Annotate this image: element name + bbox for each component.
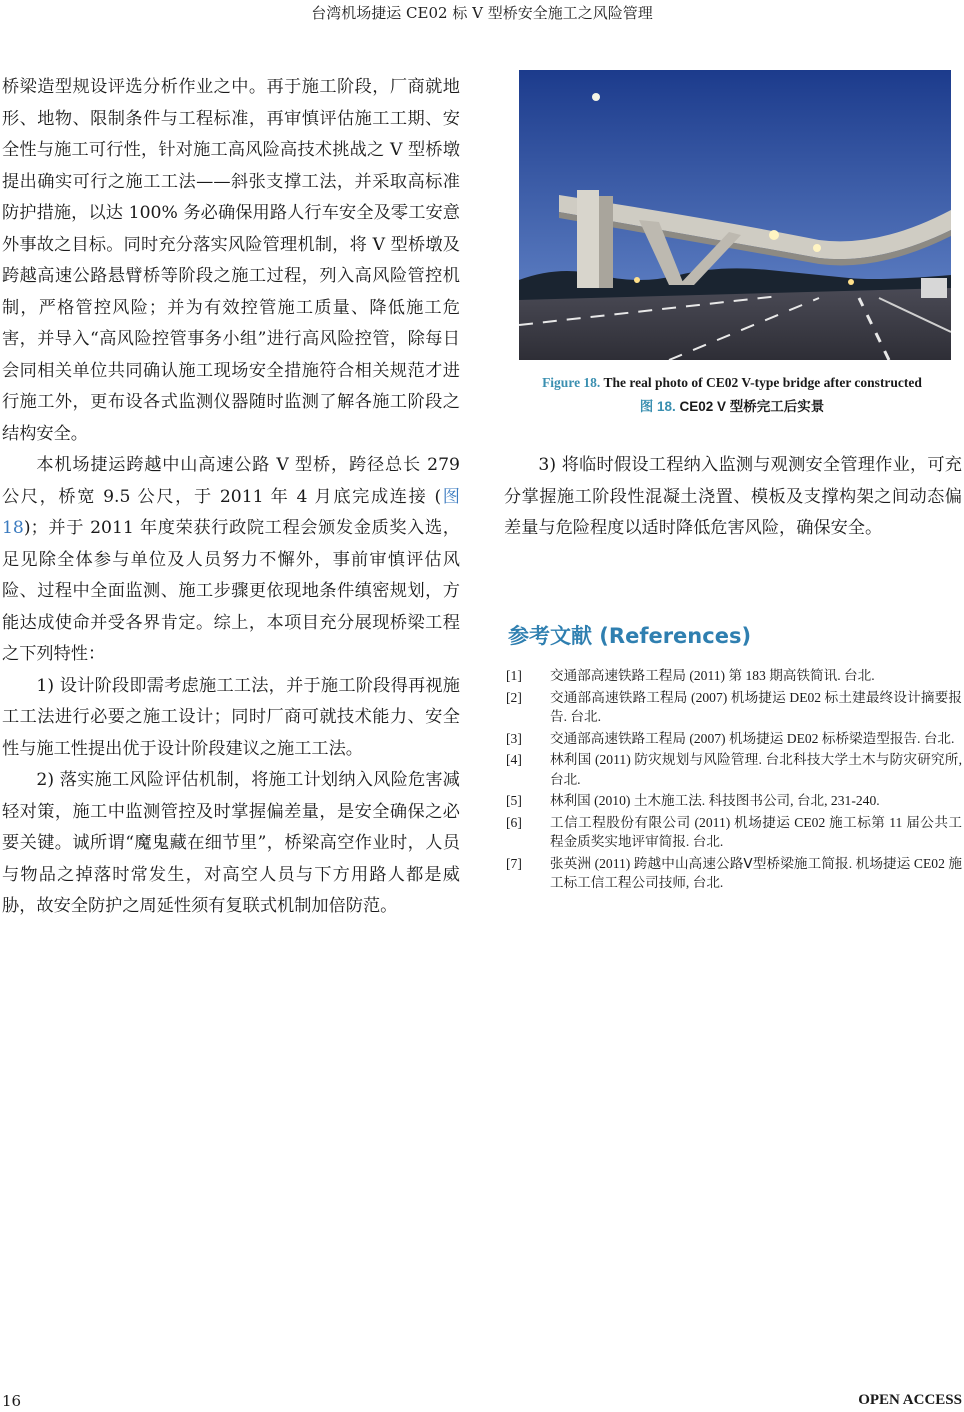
reference-text: 林利国 (2011) 防灾规划与风险管理. 台北科技大学土木与防灾研究所, 台北. — [550, 752, 962, 787]
reference-text: 林利国 (2010) 土木施工法. 科技图书公司, 台北, 231-240. — [550, 793, 880, 808]
left-column — [2, 72, 460, 923]
figure-caption-zh-text: CE02 V 型桥完工后实景 — [679, 399, 825, 414]
running-header: 台湾机场捷运 CE02 标 V 型桥安全施工之风险管理 — [311, 4, 653, 22]
figure-18-link[interactable]: 图 18 — [2, 486, 460, 538]
reference-number: [3] — [506, 730, 522, 746]
paragraph-1: 桥梁造型规设评选分析作业之中。再于施工阶段，厂商就地形、地物、限制条件与工程标准，再审慎评估施工工期、安全性与施工可行性，针对施工高风险高技术挑战之 V 型桥墩提出确实可行之施工工法——斜张支撑工法，并采取高标准防护措施，以达 100% 务必确保用路人行车安全及零工安意外事故之目标。同时充分落实风险管理机制，将 V 型桥墩及跨越高速公路悬臂桥等阶段之施工过程，列入高风险管控机制，严格管控风险；并为有效控管施工质量、降低施工危害，并导入“高风险控管事务小组”进行高风险控管，除每日会同相关单位共同确认施工现场安全措施符合相关规范才进行施工外，更布设各式监测仪器随时监测了解各施工阶段之结构安全。 — [2, 77, 460, 444]
reference-number: [6] — [506, 814, 522, 830]
paragraph-2 — [2, 450, 460, 671]
paragraph-2-text-b: )；并于 2011 年度荣获行政院工程会颁发金质奖入选，足见除全体参与单位及人员努力不懈外，事前审慎评估风险、过程中全面监测、施工步骤更依现地条件缜密规划，方能达成使命并受各界肯定。综上，本项目充分展现桥梁工程之下列特性： — [2, 518, 460, 664]
reference-number: [4] — [506, 752, 522, 767]
reference-item — [506, 854, 962, 893]
paragraph-2-text-a: 本机场捷运跨越中山高速公路 V 型桥，跨径总长 279 公尺，桥宽 9.5 公尺，于 2011 年 4 月底完成连接 ( — [2, 455, 460, 507]
reference-number: [1] — [506, 668, 522, 683]
figure-18-photo — [519, 70, 951, 360]
reference-text: 交通部高速铁路工程局 (2011) 第 183 期高铁简讯. 台北. — [550, 668, 875, 683]
reference-text: 交通部高速铁路工程局 (2007) 机场捷运 DE02 标土建最终设计摘要报告. 台北. — [550, 689, 962, 724]
reference-number: [5] — [506, 793, 522, 808]
reference-item — [506, 688, 962, 727]
reference-list — [506, 666, 962, 895]
figure-caption-en-text: The real photo of CE02 V-type bridge after constructed — [603, 375, 922, 390]
paragraph-5: 3) 将临时假设工程纳入监测与观测安全管理作业，可充分掌握施工阶段性混凝土浇置、模板及支撑构架之间动态偏差量与危险程度以适时降低危害风险，确保安全。 — [504, 455, 962, 538]
open-access-label: OPEN ACCESS — [858, 1392, 962, 1408]
figure-caption-zh-label: 图 18. — [639, 399, 676, 414]
references-heading: 参考文献 (References) — [508, 624, 752, 648]
figure-caption-en-label: Figure 18. — [542, 375, 601, 390]
reference-item — [506, 750, 962, 789]
reference-number: [7] — [506, 855, 522, 871]
reference-number: [2] — [506, 689, 522, 705]
reference-text: 交通部高速铁路工程局 (2007) 机场捷运 DE02 标桥梁造型报告. 台北. — [550, 730, 955, 746]
paragraph-3: 1) 设计阶段即需考虑施工工法，并于施工阶段得再视施工工法进行必要之施工设计；同时厂商可就技术能力、安全性与施工性提出优于设计阶段建议之施工工法。 — [2, 675, 460, 759]
reference-text: 工信工程股份有限公司 (2011) 机场捷运 CE02 施工标第 11 届公共工程金质奖实地评审简报. 台北. — [550, 814, 962, 849]
reference-text: 张英洲 (2011) 跨越中山高速公路Ⅴ型桥梁施工简报. 机场捷运 CE02 施工标工信工程公司技师, 台北. — [550, 855, 962, 890]
reference-item — [506, 729, 962, 749]
figure-caption-zh — [500, 395, 964, 415]
figure-caption-en — [500, 375, 964, 391]
reference-item — [506, 666, 962, 686]
reference-item — [506, 791, 962, 811]
reference-item — [506, 813, 962, 852]
page-number: 16 — [2, 1392, 22, 1410]
paragraph-4: 2) 落实施工风险评估机制，将施工计划纳入风险危害减轻对策，施工中监测管控及时掌握偏差量，是安全确保之必要关键。诚所谓“魔鬼藏在细节里”，桥梁高空作业时，人员与物品之掉落时常发生，对高空人员与下方用路人都是威胁，故安全防护之周延性须有复联式机制加倍防范。 — [2, 770, 460, 916]
